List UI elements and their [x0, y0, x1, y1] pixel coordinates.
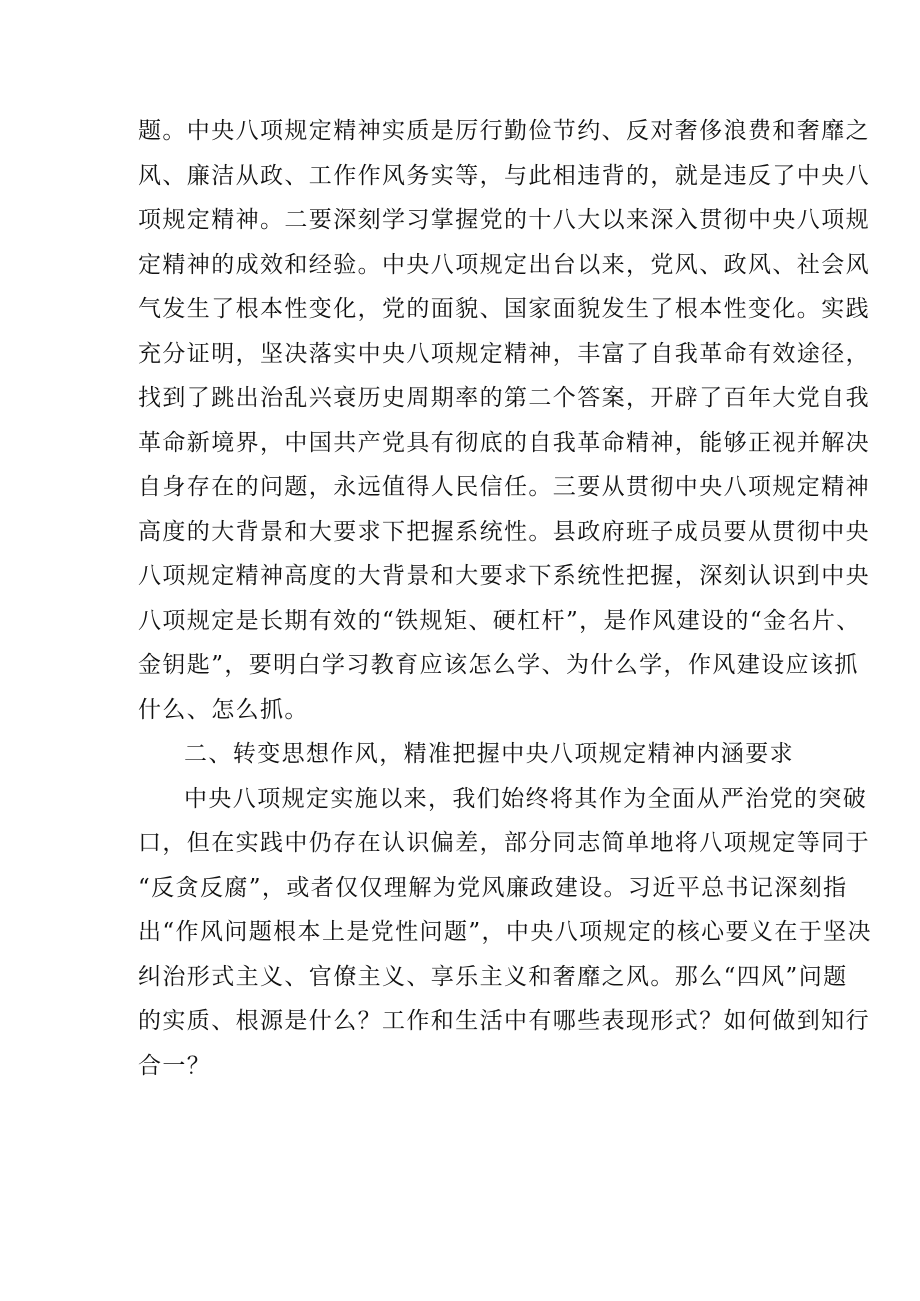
text-line: 充分证明，坚决落实中央八项规定精神，丰富了自我革命有效途径， — [138, 340, 870, 367]
text-line: 定精神的成效和经验。中央八项规定出台以来，党风、政风、社会风 — [138, 251, 870, 278]
text-line: 合一？ — [138, 1052, 212, 1079]
text-line: 气发生了根本性变化，党的面貌、国家面貌发生了根本性变化。实践 — [138, 296, 870, 322]
section-heading: 二、转变思想作风，精准把握中央八项规定精神内涵要求 — [184, 741, 794, 767]
text-line: 风、廉洁从政、工作作风务实等，与此相违背的，就是违反了中央八 — [138, 162, 870, 189]
text-line: 金钥匙”，要明白学习教育应该怎么学、为什么学，作风建设应该抓 — [138, 652, 859, 678]
text-line: 出“作风问题根本上是党性问题”，中央八项规定的核心要义在于坚决 — [138, 919, 872, 945]
text-line: 口，但在实践中仍存在认识偏差，部分同志简单地将八项规定等同于 — [138, 830, 870, 856]
text-line: 的实质、根源是什么？工作和生活中有哪些表现形式？如何做到知行 — [138, 1008, 870, 1034]
text-line: 项规定精神。二要深刻学习掌握党的十八大以来深入贯彻中央八项规 — [138, 207, 870, 233]
paragraph-first-line: 中央八项规定实施以来，我们始终将其作为全面从严治党的突破 — [184, 785, 868, 812]
text-line: 八项规定是长期有效的“铁规矩、硬杠杆”，是作风建设的“金名片、 — [138, 607, 861, 634]
text-line: 题。中央八项规定精神实质是厉行勤俭节约、反对奢侈浪费和奢靡之 — [138, 118, 870, 144]
text-line: 找到了跳出治乱兴衰历史周期率的第二个答案，开辟了百年大党自我 — [138, 385, 870, 411]
text-line: 高度的大背景和大要求下把握系统性。县政府班子成员要从贯彻中央 — [138, 518, 870, 545]
text-line: 八项规定精神高度的大背景和大要求下系统性把握，深刻认识到中央 — [138, 563, 870, 589]
text-line: 纠治形式主义、官僚主义、享乐主义和奢靡之风。那么“四风”问题 — [138, 963, 848, 990]
text-line: “反贪反腐”，或者仅仅理解为党风廉政建设。习近平总书记深刻指 — [138, 874, 848, 901]
body-text — [138, 109, 872, 1088]
text-line: 革命新境界，中国共产党具有彻底的自我革命精神，能够正视并解决 — [138, 429, 870, 456]
text-line: 自身存在的问题，永远值得人民信任。三要从贯彻中央八项规定精神 — [138, 474, 870, 500]
text-line: 什么、怎么抓。 — [138, 696, 309, 723]
